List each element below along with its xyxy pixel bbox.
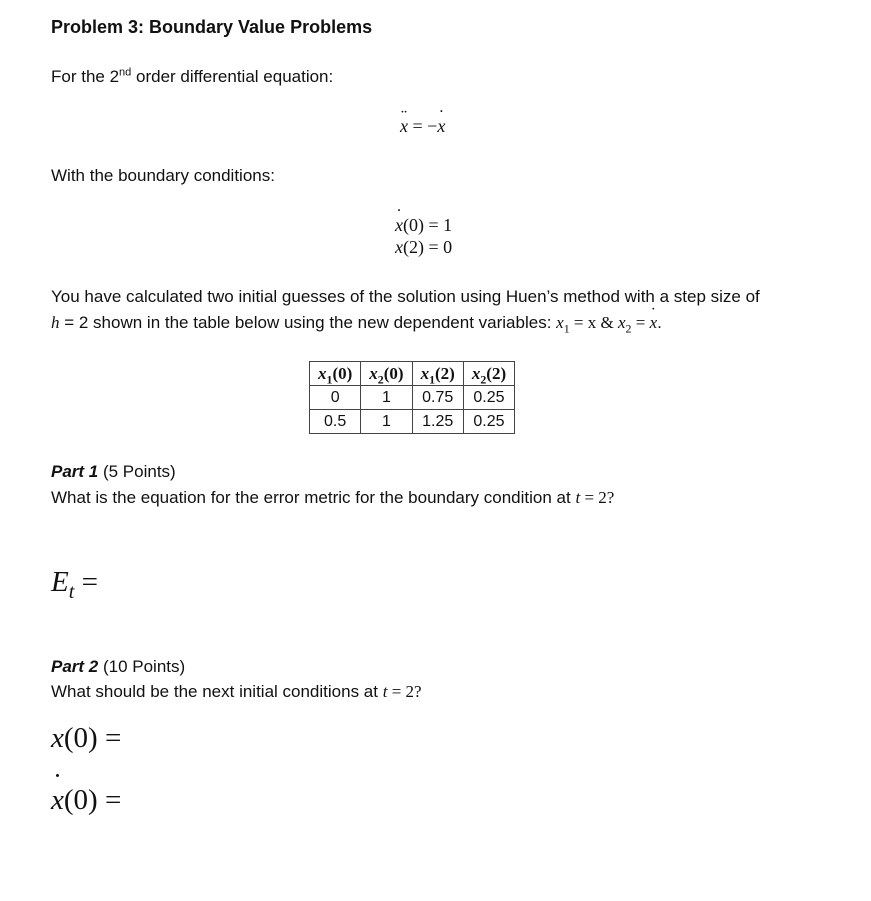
bc-2-arg: (2) = 0 <box>403 237 453 257</box>
period: . <box>657 313 662 332</box>
table-header: $x_1(0)$ <box>310 362 361 386</box>
x0-rest: (0) = <box>63 722 122 754</box>
error-var: E <box>51 566 69 598</box>
ode-rhs: x ˙ <box>437 116 445 137</box>
part1-heading <box>51 462 176 482</box>
x0-var: x <box>51 722 64 754</box>
table-cell: 0.5 <box>310 410 361 434</box>
xdot0-rest: (0) = <box>63 784 122 816</box>
x2-sub: 2 <box>625 321 632 336</box>
ode-lhs: x ¨ <box>400 116 408 137</box>
table-row <box>310 410 515 434</box>
x1-var: x <box>556 313 564 332</box>
part2-heading <box>51 657 185 677</box>
description-line-1: You have calculated two initial guesses of the solution using Huen’s method with a step size of <box>51 287 760 306</box>
table-cell: 1 <box>361 410 412 434</box>
xdot0-var: x ˙ <box>51 784 64 817</box>
table-cell: 1 <box>361 386 412 410</box>
table-row <box>310 386 515 410</box>
part2-t-var: t <box>382 682 388 701</box>
part2-points: (10 Points) <box>98 657 186 676</box>
bc-1-arg: (0) = 1 <box>403 215 453 235</box>
part2-question-suffix: = 2? <box>387 682 422 701</box>
x2-var: x <box>617 313 626 332</box>
part1-label: Part 1 <box>51 462 99 481</box>
table-header: $x_1(2)$ <box>412 362 463 386</box>
step-size-var: h <box>51 313 60 332</box>
part2-answer-x0 <box>51 722 121 755</box>
table-cell: 1.25 <box>412 410 463 434</box>
intro-prefix: For the 2 <box>51 67 120 86</box>
boundary-conditions <box>395 214 452 258</box>
table-cell: 0.25 <box>463 386 514 410</box>
part1-question-suffix: = 2? <box>580 488 615 507</box>
part2-question <box>51 682 422 702</box>
xdot-var: x ˙ <box>650 313 658 333</box>
bc-1-var: x ˙ <box>395 214 403 236</box>
table-header: $x_2(2)$ <box>463 362 514 386</box>
table-header-row <box>310 362 515 386</box>
intro-suffix: order differential equation: <box>131 67 334 86</box>
part2-question-prefix: What should be the next initial conditions at <box>51 682 383 701</box>
bc-2-var: x <box>395 237 403 257</box>
part2-answer-xdot0 <box>51 784 121 817</box>
table-header: $x_2(0)$ <box>361 362 412 386</box>
table-cell: 0.25 <box>463 410 514 434</box>
ordinal-suffix: nd <box>119 66 132 79</box>
part1-answer-prompt <box>51 566 98 603</box>
eq-x: = x & <box>569 313 618 332</box>
part1-points: (5 Points) <box>98 462 176 481</box>
ode-equation <box>400 116 445 137</box>
ode-equals: = − <box>408 116 438 136</box>
error-equals: = <box>74 566 98 598</box>
bc-line-1 <box>395 214 452 236</box>
bc-line-2 <box>395 236 452 258</box>
part1-t-var: t <box>575 488 581 507</box>
part2-label: Part 2 <box>51 657 99 676</box>
part1-question-prefix: What is the equation for the error metric for the boundary condition at <box>51 488 576 507</box>
guess-table <box>309 361 515 434</box>
eq-xdot: = <box>631 313 650 332</box>
table-cell: 0 <box>310 386 361 410</box>
bc-intro-text: With the boundary conditions: <box>51 166 275 185</box>
intro-text <box>51 67 333 87</box>
part1-question <box>51 488 614 508</box>
description-line-2 <box>51 313 662 336</box>
error-sub: t <box>68 580 75 603</box>
x1-sub: 1 <box>563 321 570 336</box>
problem-title: Problem 3: Boundary Value Problems <box>51 17 373 37</box>
description-line-2-text: = 2 shown in the table below using the new dependent variables: <box>59 313 557 332</box>
table-cell: 0.75 <box>412 386 463 410</box>
